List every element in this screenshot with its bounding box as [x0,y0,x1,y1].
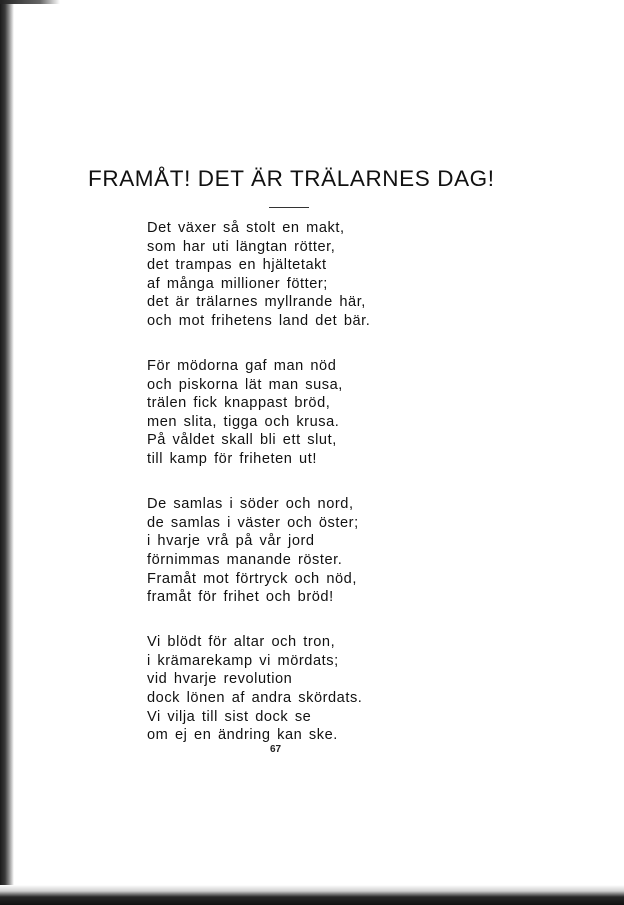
poem-line: i hvarje vrå på vår jord [147,533,315,550]
poem-line: förnimmas manande röster. [147,551,343,568]
title-divider [269,207,309,208]
poem-line: Vi vilja till sist dock se [147,708,312,725]
poem-title: FRAMÅT! DET ÄR TRÄLARNES DAG! [88,166,495,191]
poem-line: som har uti längtan rötter, [147,238,336,255]
poem-line: framåt för frihet och bröd! [147,589,334,606]
poem-line: Vi blödt för altar och tron, [147,634,336,651]
stanza-3 [147,495,447,607]
poem-line: till kamp för friheten ut! [147,451,317,468]
poem-line: men slita, tigga och krusa. [147,413,340,430]
poem-line: det trampas en hjältetakt [147,257,327,274]
poem-line: och piskorna lät man susa, [147,376,343,393]
poem-body [147,219,447,771]
scan-edge-top [0,0,60,4]
poem-line: de samlas i väster och öster; [147,514,359,531]
page-number: 67 [270,744,282,755]
poem-line: Det växer så stolt en makt, [147,220,345,236]
poem-line: i krämarekamp vi mördats; [147,652,339,669]
poem-line: af många millioner fötter; [147,275,328,292]
poem-line: om ej en ändring kan ske. [147,727,338,744]
scan-edge-bottom [0,885,624,905]
stanza-1 [147,219,447,331]
poem-line: dock lönen af andra skördats. [147,689,363,706]
scan-edge-left [0,0,14,905]
poem-line: och mot frihetens land det bär. [147,312,371,329]
poem-line: De samlas i söder och nord, [147,496,354,513]
poem-line: trälen fick knappast bröd, [147,395,331,412]
poem-line: För mödorna gaf man nöd [147,358,337,375]
poem-line: Framåt mot förtryck och nöd, [147,570,357,587]
stanza-2 [147,357,447,469]
poem-line: vid hvarje revolution [147,671,293,688]
poem-line: På våldet skall bli ett slut, [147,432,337,449]
poem-line: det är trälarnes myllrande här, [147,294,366,311]
stanza-4 [147,633,447,745]
